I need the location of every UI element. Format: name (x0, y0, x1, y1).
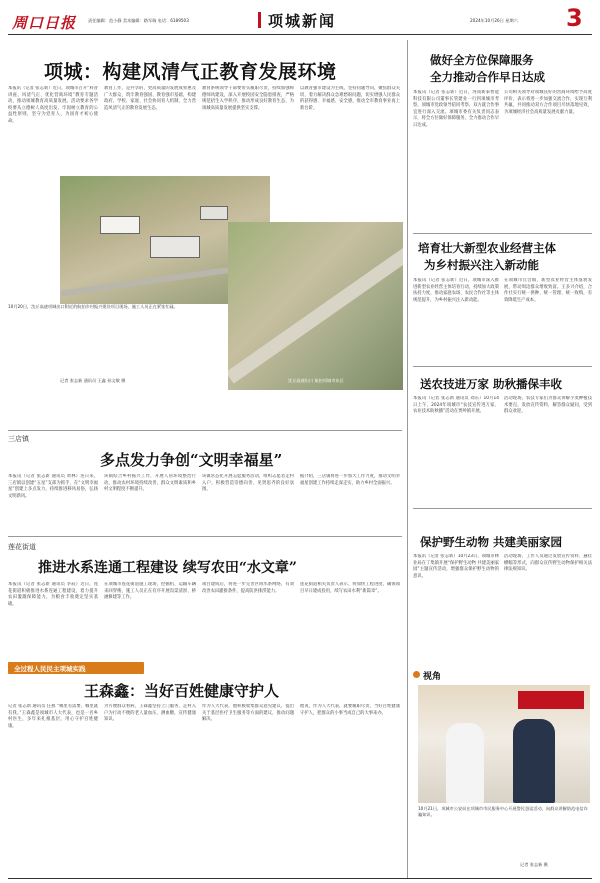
section-badge (258, 8, 348, 32)
lead-caption-text: 10月20日，沈丘高速项城出口附近的航拍乡村振兴建设项目现场，施工人员正在紧张忙碌。 (8, 304, 178, 309)
photo-corner-header (413, 668, 592, 682)
right-wild-title: 保护野生动物 共建美丽家园 (420, 535, 563, 549)
wang-col-2: 为方便群众看病，王森鑫坚持上门服务，走村入户为行动不便的老人量血压、测血糖，宣传健康知识。 (104, 704, 196, 722)
issue-date: 2024年10月26日 星期六 (470, 18, 518, 23)
masthead (0, 0, 600, 38)
newspaper-logo: 周口日报 (12, 14, 77, 32)
lianhua-col-2: 在项城市莲花街道施工现场，挖掘机、运输车辆来回穿梭，施工人员正在有序开展沟渠清淤、桥涵修建等工作。 (104, 582, 196, 600)
photo-banner (518, 691, 584, 709)
masthead-meta: 责任编辑：范小静 美术编辑：路军瑞 电话：6189503 (88, 18, 189, 23)
photo-corner-icon (413, 671, 420, 678)
highway-photo-label: 沈丘高速出口 航拍项城市东区 (288, 378, 344, 383)
right-divider-3 (413, 508, 592, 509)
page-bottom-rule (8, 878, 592, 879)
lianhua-divider (8, 536, 402, 537)
right-wild-col-1: 本报讯（记者 张志新）10月23日，项城市林业局在丁集镇开展“保护野生动物 共建美丽家园”主题宣传活动，增强群众保护野生动物的意识。 (413, 554, 499, 579)
wang-col-4: 他说，作为人大代表，就要履职尽责，当好百姓健康守护人，把群众的小事当成自己的大事来办。 (300, 704, 400, 716)
right-top-title-1: 做好全方位保障服务 (430, 53, 534, 67)
lead-headline: 项城：构建风清气正教育发展环境 (44, 61, 337, 83)
right-mid-col-1: 本报讯（记者 张志新）近日，项城市深入推进新型农业经营主体培育行动，持续加大政策扶持力度，推动家庭农场、农民合作社等主体规范提升，为乡村振兴注入新动能。 (413, 278, 499, 303)
right-divider-2 (413, 366, 592, 367)
right-help-title: 送农技进万家 助秋播保丰收 (420, 377, 563, 391)
photo-person-2 (513, 719, 555, 803)
photo-corner-image (418, 685, 590, 803)
right-wild-col-2: 活动现场，工作人员通过发放宣传资料、悬挂横幅等形式，向群众宣传野生动物保护相关法律法规知识。 (504, 554, 592, 572)
page-number: 3 (566, 4, 583, 32)
sanchen-headline: 多点发力争创“文明幸福星” (100, 451, 283, 469)
photo-corner-caption: 10月21日，项城市公安局在项城市市民服务中心开展警民恳谈活动，向群众讲解防范电信诈骗知识。 (418, 806, 588, 818)
sanchen-kicker: 三店镇 (8, 435, 29, 443)
lead-col-4: 以教育强市建设为主线，坚持问题导向，聚焦群众关切，着力解决群众急难愁盼问题，切实增强人民群众的获得感、幸福感、安全感，推动全市教育事业再上新台阶。 (300, 86, 400, 111)
wang-col-3: 作为人大代表，他积极收集群众意见建议，提出关于基层医疗卫生服务等方面的建议，推动问题解决。 (202, 704, 294, 722)
right-top-title-2: 全力推动合作早日达成 (430, 70, 545, 84)
wang-headline: 王森鑫：当好百姓健康守护人 (84, 682, 280, 700)
aerial-building-1 (100, 216, 140, 234)
highway-strip (228, 234, 403, 383)
column-divider-main (407, 40, 408, 878)
aerial-building-3 (200, 206, 228, 220)
democracy-banner (8, 662, 144, 674)
aerial-building-2 (150, 236, 200, 258)
sanchen-col-2: 该镇结合乡村振兴工作，开展人居环境整治行动，推动农村环境持续改善，群众文明素质和乡村文明程度不断提升。 (104, 474, 196, 492)
democracy-banner-text: 全过程人民民主项城实践 (14, 665, 86, 673)
right-divider-1 (413, 233, 592, 234)
section-bar-left (258, 12, 261, 28)
lianhua-col-1: 本报讯（记者 张志新 通讯员 李辰）近日，莲花街道积极推进水系连通工程建设，着力提升农田灌溉保障能力，为粮食丰收奠定坚实基础。 (8, 582, 98, 607)
wang-col-1: 记者 张志新 通讯员 任燕 “哪里有需要，哪里就有我。”王森鑫是项城市人大代表，也是一名乡村医生，多年来扎根基层，用心守护百姓健康。 (8, 704, 98, 729)
lead-photo-caption (8, 304, 186, 354)
masthead-rule (8, 34, 592, 35)
right-mid-col-2: 在项城市官会镇，新型农业经营主体蓬勃发展，带动周边群众增收致富。王多兴介绍，合作社实行统一供种、统一管理、统一收购，有效降低生产成本。 (504, 278, 592, 303)
right-top-col-2: 公司相关领导对项城良好的营商环境给予高度评价，表示将进一步加强交流合作，实现互利共赢，共同推动双方合作项目尽快落地见效，为项城经济社会高质量发展贡献力量。 (504, 90, 592, 115)
sanchen-divider (8, 430, 402, 431)
lead-col-1: 本报讯（记者 张志新）近日，项城市召开“科普讲座、风清气正、优化营商环境”教育专题活动，推动项城教育高质量发展。活动要求各学校要从立德树人高度出发，牢固树立教育的公益性原则，坚守为党育人、为国育才初心使命。 (8, 86, 98, 124)
right-help-col-1: 本报讯（记者 张志新 通讯员 刘东）10月14日上午，2024年项城市“农技宣传进万家、农业技术助秋播”活动在贾岭镇开展。 (413, 396, 499, 414)
right-top-col-1: 本报讯（记者 张志新）近日，河南新泰智能科技有限公司董事长管建业一行到项城市考察，项城市党政领导陪同考察，双方就合作事宜进行深入交流。项城市委有关负责同志表示，将全方位做好保障服务，全力推动合作早日达成。 (413, 90, 499, 128)
right-mid-title-1: 培育壮大新型农业经营主体 (418, 241, 556, 255)
photo-person-1 (446, 723, 484, 803)
lianhua-headline: 推进水系连通工程建设 续写农田“水文章” (38, 560, 297, 576)
sanchen-col-4: 据介绍，三店镇将进一步加大工作力度，推动文明幸福星创建工作持续走深走实，助力乡村全面振兴。 (300, 474, 400, 486)
lead-col-3: 教育系统领导干部要带头履职尽责，持续加强师德师风建设，深入开展校园安全隐患排查，严格规范招生入学秩序，推动形成良好教育生态，为项城高质量发展提供坚实支撑。 (202, 86, 294, 111)
sanchen-col-3: 该镇常态化开展志愿服务活动，组织志愿者走村入户，积极营造崇德向善、见贤思齐的良好氛围。 (202, 474, 294, 492)
right-help-col-2: 活动现场，农技专家们为群众讲解小麦种植技术要点，发放宣传资料，解答群众疑问，受到群众欢迎。 (504, 396, 592, 414)
lianhua-col-4: 莲花街道相关负责人表示，将加快工程进度，确保项目早日建成投用，续写农田水利“新篇章”。 (300, 582, 400, 594)
lianhua-col-3: 项目建成后，将进一步完善区域水系网络，有效改善农田灌排条件，提高防洪排涝能力。 (202, 582, 294, 594)
lead-col-2: 教育工作，是共享的、更高质量的发展成果惠及广大群众，筑牢教育强国、教育强市基础，构建政府、学校、家庭、社会协同育人机制，全力营造风清气正的教育发展生态。 (104, 86, 196, 111)
lead-photo-highway (228, 222, 403, 390)
right-mid-title-2: 为乡村振兴注入新动能 (424, 258, 539, 272)
section-title: 项城新闻 (268, 12, 337, 30)
photo-corner-credit: 记者 张志新 摄 (520, 862, 548, 867)
lead-photo-credit: 记者 张志新 通讯员 王鑫 孙文敏 摄 (60, 378, 126, 383)
lianhua-kicker: 莲花街道 (8, 543, 36, 551)
sanchen-col-1: 本报讯（记者 张志新 通讯员 黄林）连日来，三店镇以创建“五星”支部为抓手，在“文明幸福星”创建上多点发力，持续推进移风易俗，弘扬文明新风。 (8, 474, 98, 499)
photo-corner-label: 视角 (423, 672, 442, 682)
